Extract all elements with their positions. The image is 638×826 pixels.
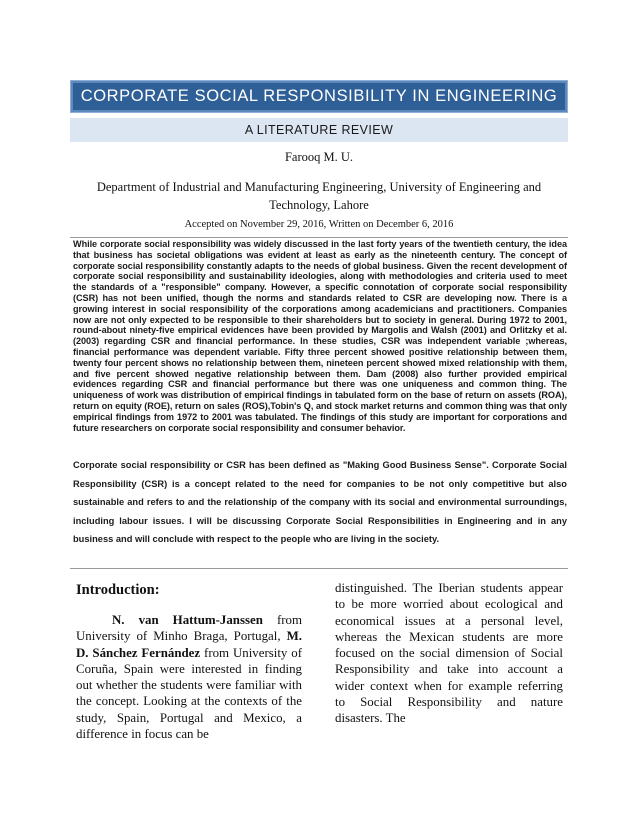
paper-title: CORPORATE SOCIAL RESPONSIBILITY IN ENGINEERING [70, 80, 568, 113]
paper-subtitle: A LITERATURE REVIEW [70, 118, 568, 142]
abstract-continuation: Corporate social responsibility or CSR has been defined as "Making Good Business Sense". Corporate Social Responsibility (CSR) is a concept related to the need for companies to be not only competitive but also sustainable and refers to and the relationship of the company with its social and environmental surroundings, including labour issues. I will be discussing Corporate Social Responsibilities in Engineering and in any business and will conclude with respect to the people who are living in the society. [73, 460, 567, 545]
abstract-text: While corporate social responsibility was widely discussed in the last forty years of the twentieth century, the idea that business has societal obligations was evident at least as early as the nineteenth century. The concept of corporate social responsibility constantly adapts to the needs of global business. Given the recent development of corporate social responsibility and sustainability ideologies, along with methodologies and criteria used to meet the standards of a "responsible" company. However, a specific connotation of corporate social responsibility (CSR) has not been unified, though the norms and standards related to CSR are developing now. There is a growing interest in social responsibility of the corporations among academicians and practitioners. Companies now are not only expected to be responsible to their shareholders but to society in general. During 1972 to 2001, round-about ninety-five empirical evidences have been provided by Margolis and Walsh (2001) and Orlitzky et al. (2003) regarding CSR and financial performance. In these studies, CSR was independent variable ;whereas, financial performance was dependent variable. Fifty three percent showed positive relationship between them, twenty four percent shows no relationship between them, nineteen percent showed mixed relationship with them, and five percent showed negative relationship between them. Dam (2008) also further provided empirical evidences regarding CSR and financial performance but there was one uniqueness and common thing. The uniqueness of work was distribution of empirical findings in tabulated form on the base of return on assets (ROA), return on equity (ROE), return on sales (ROS),Tobin's Q, and stock market returns and common thing was that only empirical findings from 1972 to 2001 was tabulated. The findings of this study are important for corporations and future researchers on corporate social responsibility and consumer behavior. [73, 239, 567, 433]
abstract-bottom-divider [70, 568, 568, 569]
publication-dates: Accepted on November 29, 2016, Written on December 6, 2016 [184, 219, 454, 230]
introduction-left-column [76, 612, 302, 742]
intro-text-1: from University of Minho Braga, Portugal, [76, 613, 302, 644]
introduction-heading: Introduction: [76, 582, 160, 598]
introduction-right-column: distinguished. The Iberian students appear to be more worried about ecological and economical issues at a personal level, whereas the Mexican students are more focused on the social dimension of Social Responsibility and take into account a wider context when for example referring to Social Responsibility and nature disasters. The [335, 581, 563, 726]
researcher-name-2: M. D. Sánchez Fernández [76, 629, 302, 660]
author-name: Farooq M. U. [284, 150, 354, 164]
intro-text-2: from University of Coruña, Spain were interested in finding out whether the students were familiar with the concept. Looking at the contexts of the study, Spain, Portugal and Mexico, a difference in focus can be [76, 645, 303, 742]
author-affiliation: Department of Industrial and Manufacturing Engineering, University of Engineering and Technology, Lahore [96, 180, 542, 212]
abstract-top-divider [70, 237, 568, 238]
researcher-name-1: N. van Hattum-Janssen [112, 613, 263, 627]
